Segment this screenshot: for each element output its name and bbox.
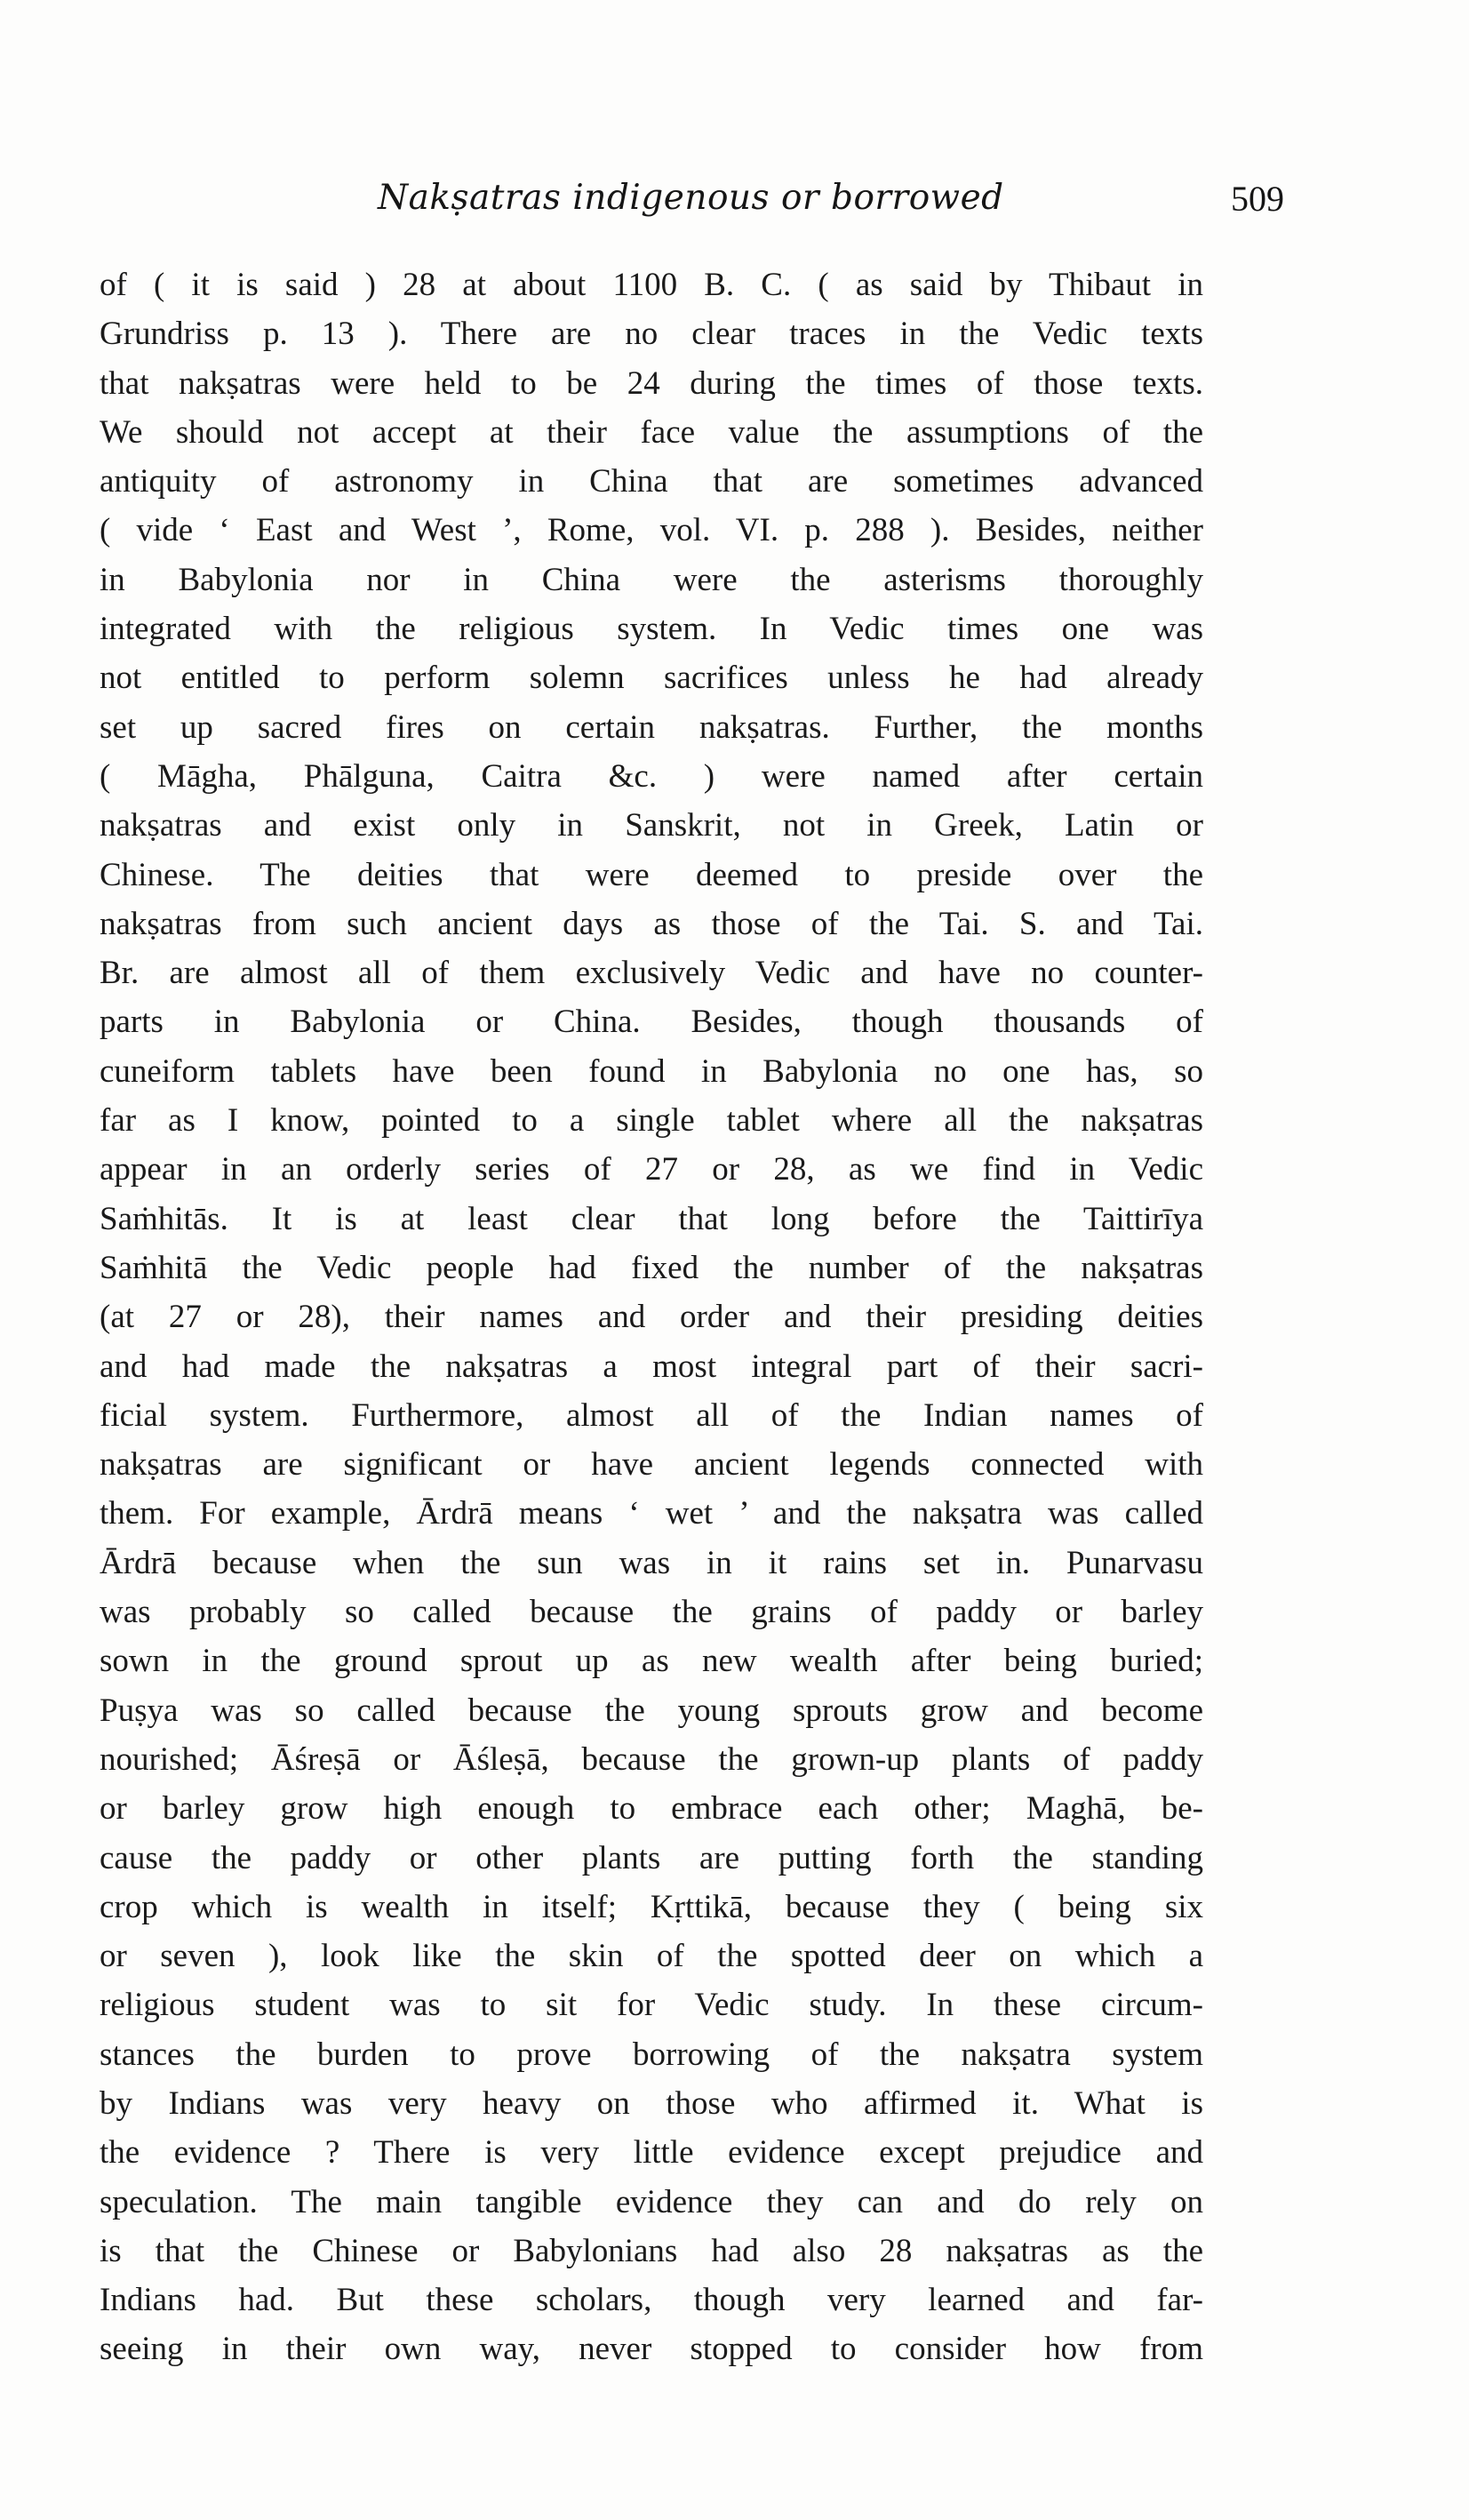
text-line: ( Māgha, Phālguna, Caitra &c. ) were named after certain	[100, 757, 1203, 795]
text-line: Grundriss p. 13 ). There are no clear traces in the Vedic texts	[100, 316, 1203, 353]
text-line: the evidence ? There is very little evidence except prejudice and	[100, 2134, 1203, 2172]
text-line: Br. are almost all of them exclusively Vedic and have no counter-	[100, 955, 1203, 992]
text-line: Chinese. The deities that were deemed to preside over the	[100, 856, 1203, 893]
text-line: cuneiform tablets have been found in Babylonia no one has, so	[100, 1052, 1203, 1090]
text-line: or seven ), look like the skin of the spotted deer on which a	[100, 1938, 1203, 1975]
text-line: by Indians was very heavy on those who affirmed it. What is	[100, 2084, 1203, 2122]
text-line: in Babylonia nor in China were the asterisms thoroughly	[100, 561, 1203, 598]
text-line: nakṣatras are significant or have ancient legends connected with	[100, 1446, 1203, 1484]
text-line: speculation. The main tangible evidence they can and do rely on	[100, 2183, 1203, 2220]
text-line: seeing in their own way, never stopped to consider how from	[100, 2331, 1203, 2368]
text-line: Ārdrā because when the sun was in it rains set in. Punarvasu	[100, 1544, 1203, 1581]
text-line: We should not accept at their face value the assumptions of the	[100, 413, 1203, 451]
text-line: religious student was to sit for Vedic study. In these circum-	[100, 1987, 1203, 2024]
running-header	[182, 178, 1284, 231]
text-line: of ( it is said ) 28 at about 1100 B. C. ( as said by Thibaut in	[100, 267, 1203, 303]
text-line: not entitled to perform solemn sacrifices unless he had already	[100, 660, 1203, 697]
text-line: stances the burden to prove borrowing of the nakṣatra system	[100, 2036, 1203, 2073]
text-line: cause the paddy or other plants are putting forth the standing	[100, 1839, 1203, 1876]
text-line: sown in the ground sprout up as new wealth after being buried;	[100, 1643, 1203, 1680]
text-line: nakṣatras and exist only in Sanskrit, not in Greek, Latin or	[100, 807, 1203, 844]
text-line: them. For example, Ārdrā means ‘ wet ’ and the nakṣatra was called	[100, 1495, 1203, 1532]
text-line: Indians had. But these scholars, though very learned and far-	[100, 2282, 1203, 2319]
text-line: and had made the nakṣatras a most integral part of their sacri-	[100, 1348, 1203, 1385]
text-line: antiquity of astronomy in China that are sometimes advanced	[100, 463, 1203, 500]
text-line: was probably so called because the grains of paddy or barley	[100, 1594, 1203, 1631]
text-line: set up sacred fires on certain nakṣatras. Further, the months	[100, 708, 1203, 746]
text-line: nakṣatras from such ancient days as those of the Tai. S. and Tai.	[100, 905, 1203, 942]
running-title: Nakṣatras indigenous or borrowed	[378, 178, 1004, 218]
page-number: 509	[1231, 179, 1284, 219]
text-line: Puṣya was so called because the young sprouts grow and become	[100, 1692, 1203, 1729]
text-line: that nakṣatras were held to be 24 during the times of those texts.	[100, 364, 1203, 402]
text-line: ( vide ‘ East and West ’, Rome, vol. VI. p. 288 ). Besides, neither	[100, 512, 1203, 549]
text-line: far as I know, pointed to a single tablet where all the nakṣatras	[100, 1102, 1203, 1140]
text-line: integrated with the religious system. In Vedic times one was	[100, 611, 1203, 648]
text-line: crop which is wealth in itself; Kṛttikā, because they ( being six	[100, 1888, 1203, 1925]
text-line: (at 27 or 28), their names and order and their presiding deities	[100, 1299, 1203, 1336]
text-line: Saṁhitās. It is at least clear that long before the Taittirīya	[100, 1200, 1203, 1237]
text-line: parts in Babylonia or China. Besides, though thousands of	[100, 1004, 1203, 1041]
text-line: is that the Chinese or Babylonians had also 28 nakṣatras as the	[100, 2232, 1203, 2269]
body-paragraph	[100, 260, 1203, 2374]
text-line: or barley grow high enough to embrace each other; Maghā, be-	[100, 1790, 1203, 1828]
text-line: nourished; Āśreṣā or Āśleṣā, because the grown-up plants of paddy	[100, 1740, 1203, 1778]
text-line: Saṁhitā the Vedic people had fixed the number of the nakṣatras	[100, 1249, 1203, 1286]
text-line: appear in an orderly series of 27 or 28, as we find in Vedic	[100, 1151, 1203, 1188]
text-line: ficial system. Furthermore, almost all of the Indian names of	[100, 1396, 1203, 1434]
